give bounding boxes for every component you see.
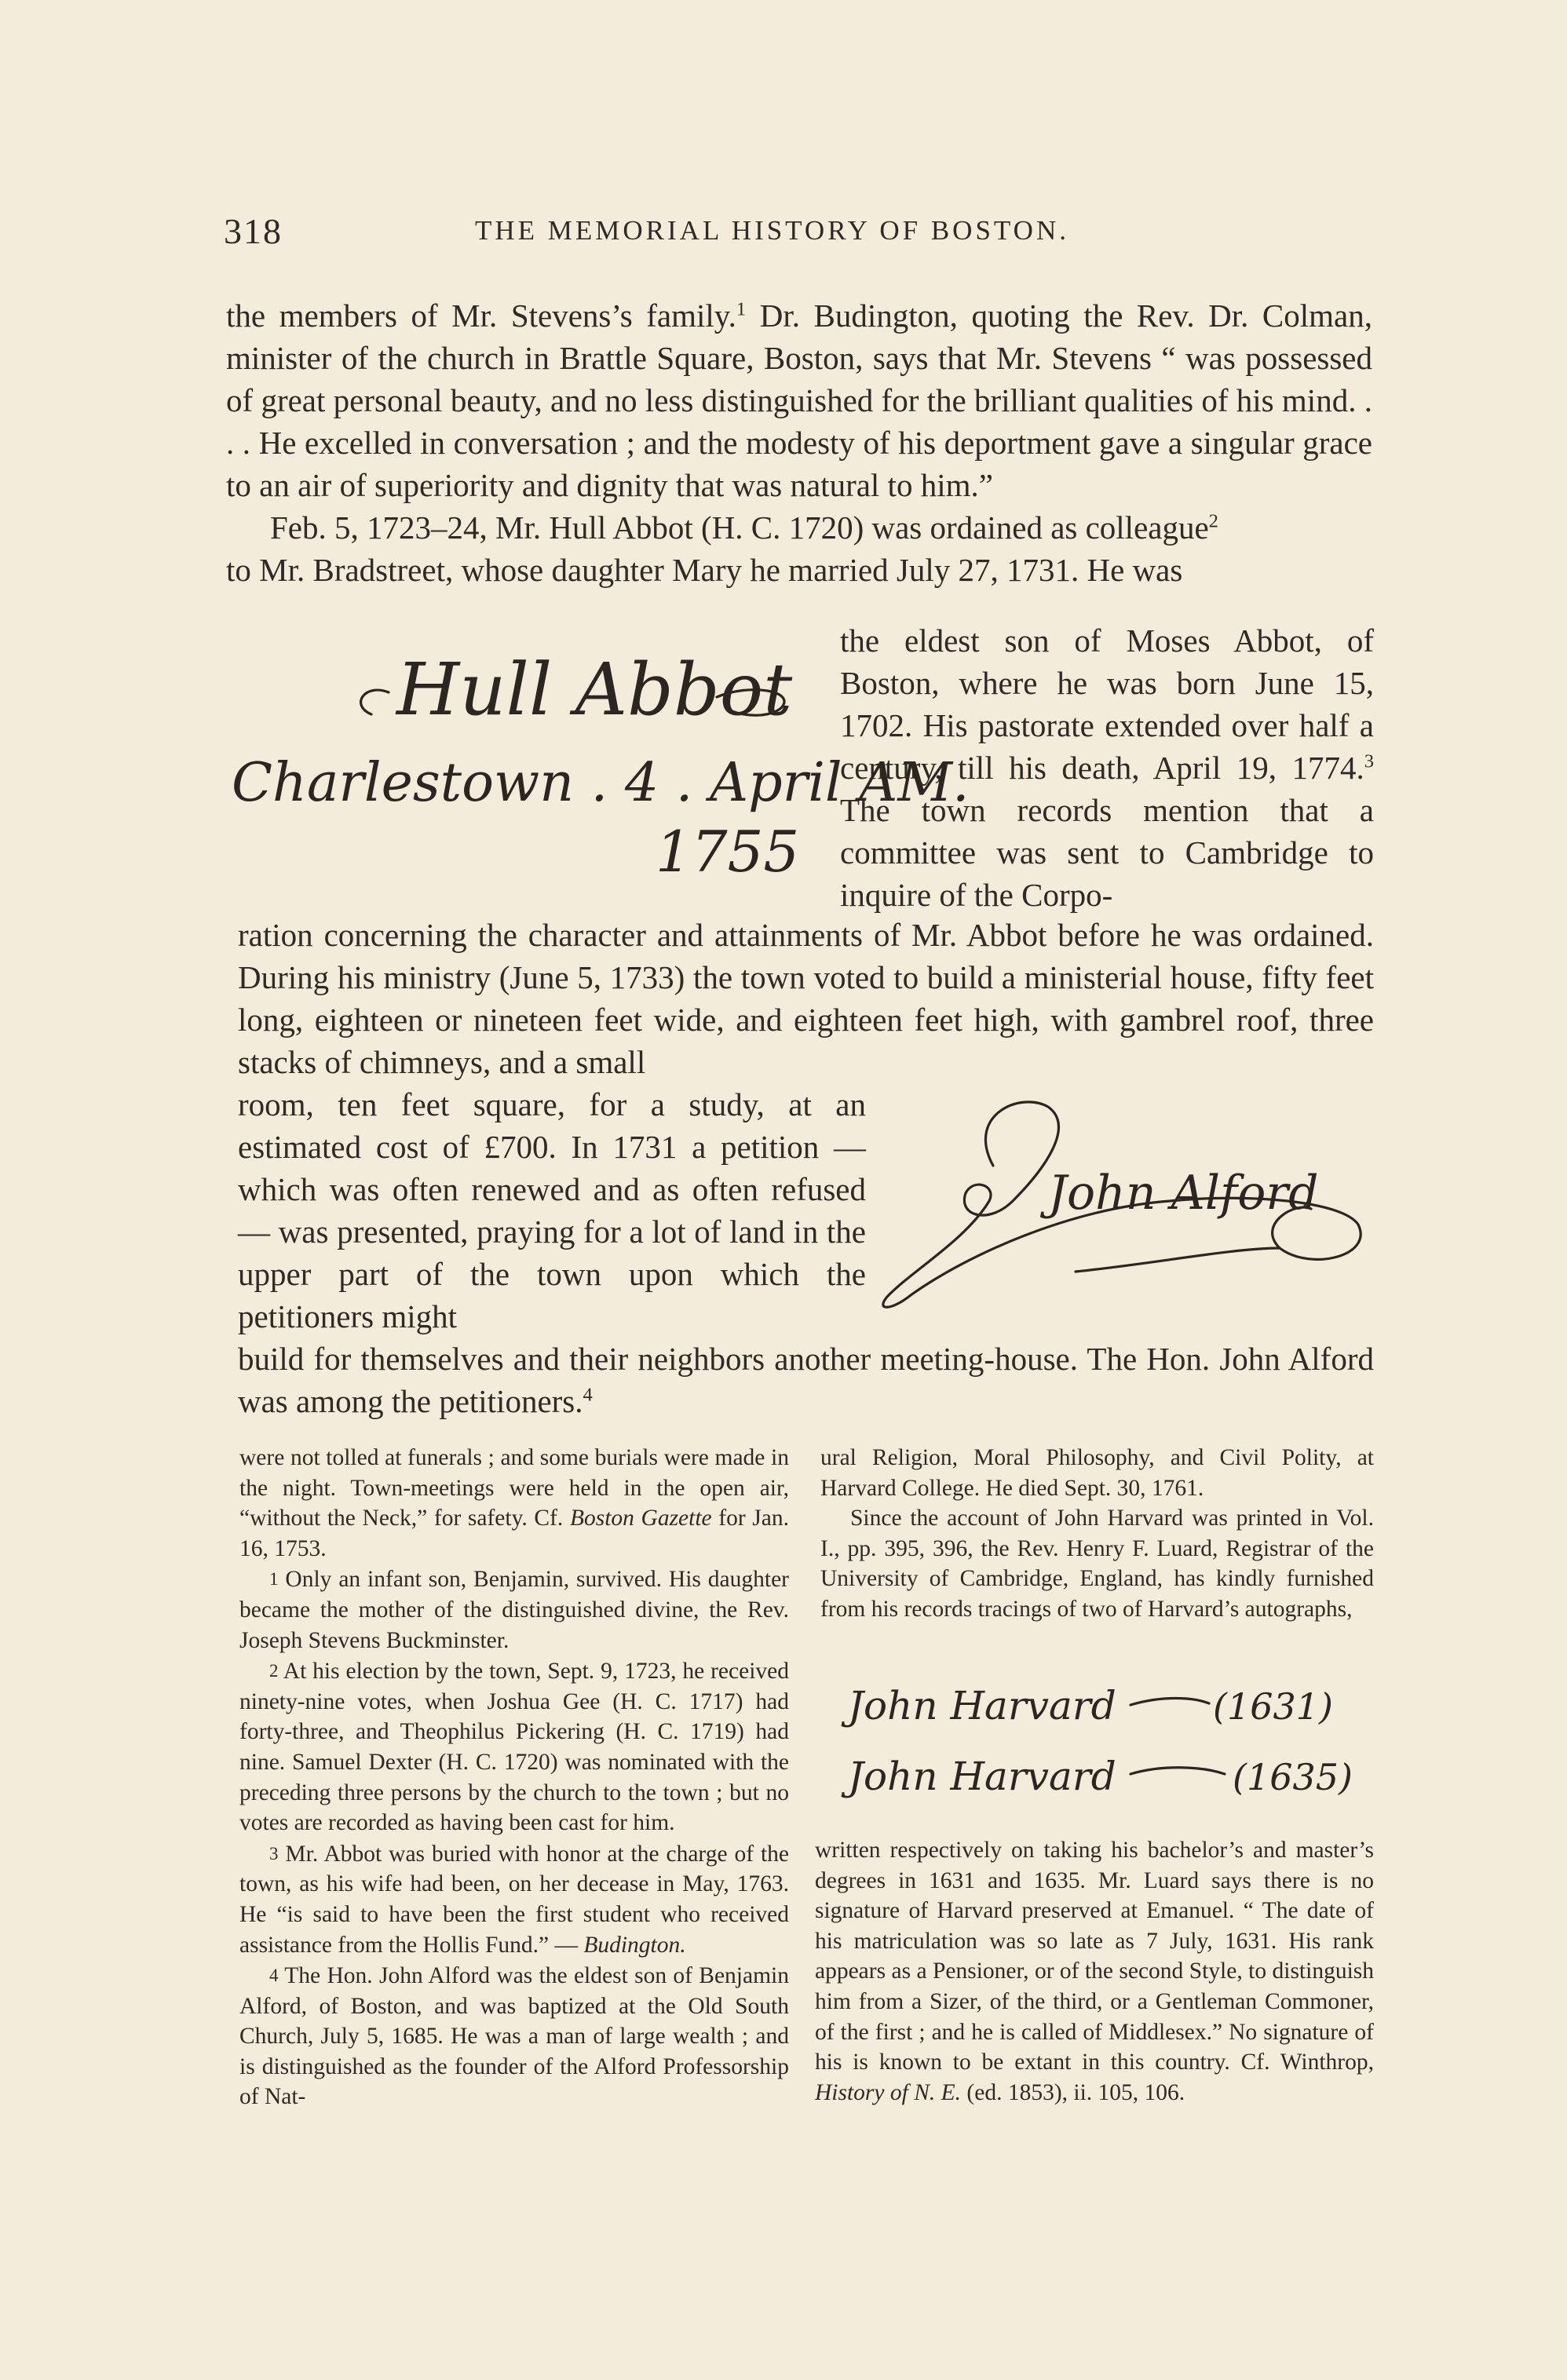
footnote-ref-2: 2 [1208, 510, 1218, 532]
footnote-4-continued: ural Religion, Moral Philosophy, and Civil Polity, at Harvard College. He died Sept. 30, 1761. [820, 1445, 1374, 1501]
footnote-2: 2 At his election by the town, Sept. 9, 1723, he received ninety-nine votes, when Joshua Gee (H. C. 1717) had forty-three, and Theophilus Pickering (H. C. 1719) had nine. Samuel Dexter (H. C. 1720) was nominated with the preceding three persons by the church to the town ; but no votes are recorded as having been cast for him. [239, 1659, 789, 1836]
footnotes-right-column-bottom [815, 1835, 1374, 2108]
svg-text:John Harvard: John Harvard [848, 1683, 1116, 1728]
running-title: THE MEMORIAL HISTORY OF BOSTON. [475, 215, 1069, 246]
page-header [224, 210, 1378, 257]
footnotes-right-column-top [820, 1443, 1374, 1625]
paragraph-stevens: the members of Mr. Stevens’s family.$^1$ Dr. Budington, quoting the Rev. Dr. Colman, minister of the church in Brattle Square, Boston, says that Mr. Stevens “ was possessed of great personal beauty, and no less distinguished for the brilliant qualities of his mind. . . . He excelled in conversation ; and the modesty of his deportment gave a singular grace to an air of superiority and dignity that was natural to him.” [226, 298, 1372, 503]
svg-text:(1635): (1635) [1233, 1756, 1353, 1798]
svg-text:John Alford: John Alford [1048, 1166, 1319, 1221]
footnote-harvard-account: Since the account of John Harvard was printed in Vol. I., pp. 395, 396, the Rev. Henry F. Luard, Registrar of the University of Cambridge, England, has kindly furnished from his records tracings of two of Harvard’s autographs, [820, 1506, 1374, 1622]
footnote-4: 4 The Hon. John Alford was the eldest son of Benjamin Alford, of Boston, and was baptized at the Old South Church, July 5, 1685. He was a man of large wealth ; and is distinguished as the founder of the Alford Professorship of Nat- [239, 1963, 789, 2110]
svg-text:Hull Abbot: Hull Abbot [396, 648, 793, 732]
svg-text:John Harvard: John Harvard [848, 1754, 1116, 1799]
paragraph-meeting-house: build for themselves and their neighbors another meeting-house. The Hon. John Alford was among the petitioners.$^4$ [238, 1341, 1374, 1419]
svg-text:(1631): (1631) [1213, 1685, 1333, 1728]
john-alford-signature [871, 1083, 1374, 1319]
hull-abbot-signature [232, 636, 970, 903]
svg-text:1755: 1755 [656, 819, 800, 885]
footnote-harvard-degrees: written respectively on taking his bachelor’s and master’s degrees in 1631 and 1635. Mr. Luard says there is no signature of Harvard preserved at Emanuel. “ The date of his matriculation was so late as 7 July, 1631. His rank appears as a Pensioner, or of the second Style, to distinguish him from a Sizer, of the third, or a Gentleman Commoner, of the first ; and he is called of Middlesex.” No signature of his is known to be extant in this country. Cf. Winthrop, History of N. E. (ed. 1853), ii. 105, 106. [815, 1838, 1374, 2105]
main-text-alford-column [238, 1083, 866, 1338]
footnote-1: 1 Only an infant son, Benjamin, survived. His daughter became the mother of the distinguished divine, the Rev. Joseph Stevens Buckminster. [239, 1567, 789, 1653]
footnote-ref-1: 1 [736, 298, 747, 320]
paragraph-abbot-line2: to Mr. Bradstreet, whose daughter Mary he married July 27, 1731. He was [226, 552, 1183, 588]
main-text-top [226, 294, 1372, 591]
page-number: 318 [224, 211, 283, 251]
harvard-autographs [832, 1664, 1374, 1821]
main-text-middle [238, 914, 1374, 1083]
paragraph-ministry: ration concerning the character and attainments of Mr. Abbot before he was ordained. During his ministry (June 5, 1733) the town voted to build a ministerial house, fifty feet long, eighteen or nineteen feet wide, and eighteen feet high, with gambrel roof, three stacks of chimneys, and a small [238, 917, 1374, 1080]
footnotes-left-column [239, 1443, 789, 2112]
footnote-ref-3: 3 [1364, 750, 1374, 772]
svg-text:Charlestown . 4 . April AM.: Charlestown . 4 . April AM. [232, 752, 970, 814]
footnote-3: 3 Mr. Abbot was buried with honor at the charge of the town, as his wife had been, on her decease in May, 1763. He “is said to have been the first student who received assistance from the Hollis Fund.” — Budington. [239, 1841, 789, 1958]
paragraph-petition: room, ten feet square, for a study, at an estimated cost of £700. In 1731 a petition — which was often renewed and as often refused — was presented, praying for a lot of land in the upper part of the town upon which the petitioners might [238, 1086, 866, 1334]
main-text-bottom [238, 1338, 1374, 1422]
paragraph-abbot-line1: Feb. 5, 1723–24, Mr. Hull Abbot (H. C. 1720) was ordained as colleague$^2$ [270, 509, 1218, 546]
paragraph-abbot-column: the eldest son of Moses Abbot, of Boston, where he was born June 15, 1702. His pastorate extended over half a century, till his death, April 19, 1774.$^3$ The town records mention that a committee was sent to Cambridge to inquire of the Corpo- [840, 622, 1374, 913]
footnote-ref-4: 4 [583, 1384, 593, 1406]
footnote-continuation: were not tolled at funerals ; and some burials were made in the night. Town-meetings were held in the open air, “without the Neck,” for safety. Cf. Boston Gazette for Jan. 16, 1753. [239, 1445, 789, 1561]
